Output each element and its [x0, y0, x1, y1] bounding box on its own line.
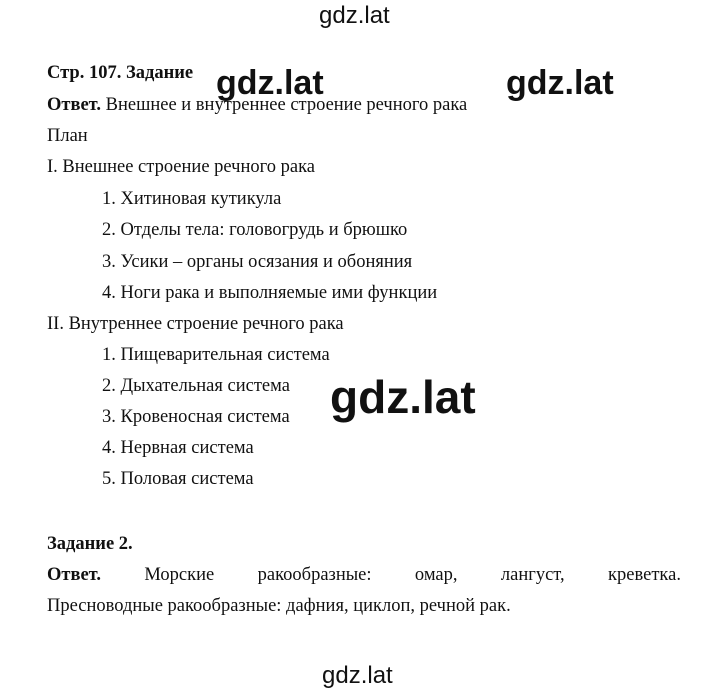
watermark-overlay-right: gdz.lat — [506, 64, 614, 102]
section-2-title: II. Внутреннее строение речного рака — [47, 314, 344, 334]
plan-label: План — [47, 126, 88, 146]
section-1-item: 1. Хитиновая кутикула — [102, 189, 282, 209]
task-2-answer-line-2: Пресноводные ракообразные: дафния, циклоп, речной рак. — [47, 596, 511, 616]
watermark-overlay-center: gdz.lat — [330, 371, 476, 423]
task-2-word: лангуст, — [500, 565, 565, 585]
section-2-item: 5. Половая система — [102, 469, 254, 489]
task-2-word: креветка. — [608, 565, 681, 585]
answer-1 — [47, 94, 467, 116]
watermark-top: gdz.lat — [319, 2, 390, 29]
section-2-item: 1. Пищеварительная система — [102, 345, 330, 365]
answer-1-label: Ответ. — [47, 95, 102, 115]
section-1-item: 4. Ноги рака и выполняемые ими функции — [102, 283, 438, 303]
task-2-answer-label: Ответ. — [47, 565, 102, 585]
section-2-item: 2. Дыхательная система — [102, 376, 290, 396]
task-2-answer-line-1 — [47, 564, 681, 586]
watermark-overlay-left: gdz.lat — [216, 64, 324, 102]
task-2-word: омар, — [414, 565, 458, 585]
answer-1-text: Внешнее и внутреннее строение речного рака — [105, 95, 468, 115]
task-2-word: Морские — [144, 565, 215, 585]
section-1-item: 2. Отделы тела: головогрудь и брюшко — [102, 220, 408, 240]
section-2-item: 4. Нервная система — [102, 438, 254, 458]
section-1-title: I. Внешнее строение речного рака — [47, 157, 315, 177]
task-2-word: ракообразные: — [257, 565, 372, 585]
task-2-title: Задание 2. — [47, 534, 133, 554]
page-heading: Стр. 107. Задание — [47, 63, 194, 83]
section-1-item: 3. Усики – органы осязания и обоняния — [102, 252, 413, 272]
watermark-bottom: gdz.lat — [322, 662, 393, 689]
section-2-item: 3. Кровеносная система — [102, 407, 290, 427]
